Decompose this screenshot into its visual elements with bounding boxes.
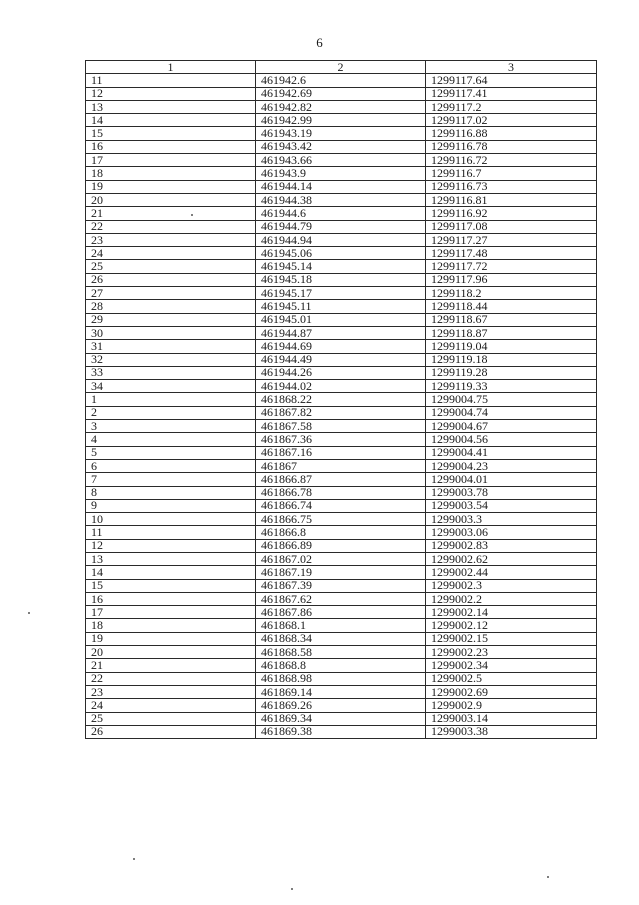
x-coordinate-cell: 461867.19	[256, 566, 426, 579]
table-row	[86, 340, 597, 353]
table-row	[86, 273, 597, 286]
y-coordinate-cell: 1299117.02	[426, 114, 597, 127]
table-row	[86, 167, 597, 180]
y-coordinate-cell: 1299002.9	[426, 699, 597, 712]
x-coordinate-cell: 461944.6	[256, 207, 426, 220]
point-number-cell: 11	[86, 74, 256, 87]
x-coordinate-cell: 461942.69	[256, 87, 426, 100]
y-coordinate-cell: 1299118.2	[426, 287, 597, 300]
table-row	[86, 513, 597, 526]
x-coordinate-cell: 461944.49	[256, 353, 426, 366]
y-coordinate-cell: 1299117.72	[426, 260, 597, 273]
y-coordinate-cell: 1299117.27	[426, 233, 597, 246]
x-coordinate-cell: 461942.6	[256, 74, 426, 87]
y-coordinate-cell: 1299116.81	[426, 193, 597, 206]
column-header-3: 3	[426, 61, 597, 74]
x-coordinate-cell: 461869.26	[256, 699, 426, 712]
table-row	[86, 300, 597, 313]
table-header	[86, 61, 597, 74]
x-coordinate-cell: 461945.11	[256, 300, 426, 313]
table-row	[86, 552, 597, 565]
table-row	[86, 539, 597, 552]
point-number-cell: 18	[86, 619, 256, 632]
y-coordinate-cell: 1299119.33	[426, 380, 597, 393]
x-coordinate-cell: 461942.82	[256, 100, 426, 113]
point-number-cell: 20	[86, 646, 256, 659]
table-row	[86, 619, 597, 632]
y-coordinate-cell: 1299116.78	[426, 140, 597, 153]
table-row	[86, 592, 597, 605]
y-coordinate-cell: 1299002.69	[426, 685, 597, 698]
point-number-cell: 14	[86, 566, 256, 579]
y-coordinate-cell: 1299004.56	[426, 433, 597, 446]
x-coordinate-cell: 461869.14	[256, 685, 426, 698]
point-number-cell: 12	[86, 87, 256, 100]
table-row	[86, 606, 597, 619]
table-row	[86, 632, 597, 645]
x-coordinate-cell: 461945.14	[256, 260, 426, 273]
point-number-cell: 10	[86, 513, 256, 526]
x-coordinate-cell: 461943.9	[256, 167, 426, 180]
y-coordinate-cell: 1299003.78	[426, 486, 597, 499]
x-coordinate-cell: 461944.26	[256, 366, 426, 379]
x-coordinate-cell: 461868.8	[256, 659, 426, 672]
point-number-cell: 5	[86, 446, 256, 459]
y-coordinate-cell: 1299116.73	[426, 180, 597, 193]
point-number-cell: 22	[86, 672, 256, 685]
table-row	[86, 260, 597, 273]
table-row	[86, 712, 597, 725]
point-number-cell: 15	[86, 579, 256, 592]
table-row	[86, 499, 597, 512]
table-row	[86, 579, 597, 592]
y-coordinate-cell: 1299117.64	[426, 74, 597, 87]
table-row	[86, 486, 597, 499]
table-row	[86, 380, 597, 393]
point-number-cell: 9	[86, 499, 256, 512]
table-row	[86, 233, 597, 246]
x-coordinate-cell: 461866.89	[256, 539, 426, 552]
scan-speck	[133, 858, 135, 860]
point-number-cell: 24	[86, 247, 256, 260]
table-row	[86, 114, 597, 127]
point-number-cell: 30	[86, 326, 256, 339]
y-coordinate-cell: 1299004.75	[426, 393, 597, 406]
x-coordinate-cell: 461867.86	[256, 606, 426, 619]
point-number-cell: 11	[86, 526, 256, 539]
point-number-cell: 18	[86, 167, 256, 180]
x-coordinate-cell: 461944.14	[256, 180, 426, 193]
table-row	[86, 87, 597, 100]
point-number-cell: 2	[86, 406, 256, 419]
point-number-cell: 23	[86, 685, 256, 698]
x-coordinate-cell: 461869.34	[256, 712, 426, 725]
table-row	[86, 154, 597, 167]
point-number-cell: 1	[86, 393, 256, 406]
scan-speck	[28, 612, 30, 614]
x-coordinate-cell: 461944.38	[256, 193, 426, 206]
point-number-cell: 19	[86, 180, 256, 193]
y-coordinate-cell: 1299003.3	[426, 513, 597, 526]
x-coordinate-cell: 461866.78	[256, 486, 426, 499]
y-coordinate-cell: 1299003.14	[426, 712, 597, 725]
y-coordinate-cell: 1299116.72	[426, 154, 597, 167]
y-coordinate-cell: 1299002.3	[426, 579, 597, 592]
y-coordinate-cell: 1299003.54	[426, 499, 597, 512]
x-coordinate-cell: 461866.8	[256, 526, 426, 539]
table-row	[86, 659, 597, 672]
y-coordinate-cell: 1299116.88	[426, 127, 597, 140]
x-coordinate-cell: 461943.42	[256, 140, 426, 153]
x-coordinate-cell: 461868.1	[256, 619, 426, 632]
y-coordinate-cell: 1299002.83	[426, 539, 597, 552]
table-row	[86, 672, 597, 685]
table-row	[86, 100, 597, 113]
point-number-cell: 24	[86, 699, 256, 712]
y-coordinate-cell: 1299116.92	[426, 207, 597, 220]
point-number-cell: 7	[86, 473, 256, 486]
table-row	[86, 247, 597, 260]
y-coordinate-cell: 1299119.04	[426, 340, 597, 353]
y-coordinate-cell: 1299002.15	[426, 632, 597, 645]
table-row	[86, 393, 597, 406]
point-number-cell: 33	[86, 366, 256, 379]
y-coordinate-cell: 1299117.41	[426, 87, 597, 100]
table-row	[86, 287, 597, 300]
x-coordinate-cell: 461945.06	[256, 247, 426, 260]
scan-speck	[291, 888, 293, 890]
y-coordinate-cell: 1299118.67	[426, 313, 597, 326]
x-coordinate-cell: 461943.66	[256, 154, 426, 167]
scan-speck	[547, 876, 549, 878]
table-row	[86, 725, 597, 738]
point-number-cell: 17	[86, 154, 256, 167]
point-number-cell: 19	[86, 632, 256, 645]
x-coordinate-cell: 461868.22	[256, 393, 426, 406]
x-coordinate-cell: 461945.17	[256, 287, 426, 300]
x-coordinate-cell: 461866.87	[256, 473, 426, 486]
x-coordinate-cell: 461867.02	[256, 552, 426, 565]
table-row	[86, 207, 597, 220]
point-number-cell: 16	[86, 592, 256, 605]
x-coordinate-cell: 461867.36	[256, 433, 426, 446]
column-header-2: 2	[256, 61, 426, 74]
point-number-cell: 26	[86, 725, 256, 738]
x-coordinate-cell: 461945.18	[256, 273, 426, 286]
y-coordinate-cell: 1299004.01	[426, 473, 597, 486]
x-coordinate-cell: 461867	[256, 459, 426, 472]
point-number-cell: 21	[86, 207, 256, 220]
y-coordinate-cell: 1299119.28	[426, 366, 597, 379]
y-coordinate-cell: 1299002.44	[426, 566, 597, 579]
y-coordinate-cell: 1299002.14	[426, 606, 597, 619]
x-coordinate-cell: 461944.69	[256, 340, 426, 353]
table-row	[86, 140, 597, 153]
x-coordinate-cell: 461867.62	[256, 592, 426, 605]
table-row	[86, 646, 597, 659]
y-coordinate-cell: 1299002.34	[426, 659, 597, 672]
x-coordinate-cell: 461868.58	[256, 646, 426, 659]
point-number-cell: 32	[86, 353, 256, 366]
x-coordinate-cell: 461867.16	[256, 446, 426, 459]
point-number-cell: 12	[86, 539, 256, 552]
y-coordinate-cell: 1299004.41	[426, 446, 597, 459]
x-coordinate-cell: 461942.99	[256, 114, 426, 127]
point-number-cell: 15	[86, 127, 256, 140]
table-row	[86, 366, 597, 379]
y-coordinate-cell: 1299119.18	[426, 353, 597, 366]
x-coordinate-cell: 461944.87	[256, 326, 426, 339]
table-row	[86, 685, 597, 698]
x-coordinate-cell: 461866.74	[256, 499, 426, 512]
table-row	[86, 127, 597, 140]
table-row	[86, 406, 597, 419]
point-number-cell: 8	[86, 486, 256, 499]
table-row	[86, 566, 597, 579]
y-coordinate-cell: 1299002.12	[426, 619, 597, 632]
table-row	[86, 220, 597, 233]
point-number-cell: 25	[86, 260, 256, 273]
point-number-cell: 26	[86, 273, 256, 286]
x-coordinate-cell: 461868.34	[256, 632, 426, 645]
y-coordinate-cell: 1299002.62	[426, 552, 597, 565]
y-coordinate-cell: 1299003.38	[426, 725, 597, 738]
point-number-cell: 25	[86, 712, 256, 725]
table-row	[86, 313, 597, 326]
point-number-cell: 4	[86, 433, 256, 446]
y-coordinate-cell: 1299118.87	[426, 326, 597, 339]
table-row	[86, 473, 597, 486]
table-row	[86, 180, 597, 193]
y-coordinate-cell: 1299116.7	[426, 167, 597, 180]
point-number-cell: 27	[86, 287, 256, 300]
table-row	[86, 446, 597, 459]
x-coordinate-cell: 461945.01	[256, 313, 426, 326]
table-row	[86, 74, 597, 87]
table-row	[86, 353, 597, 366]
y-coordinate-cell: 1299117.08	[426, 220, 597, 233]
y-coordinate-cell: 1299003.06	[426, 526, 597, 539]
point-number-cell: 6	[86, 459, 256, 472]
coordinates-table	[85, 60, 597, 739]
table-row	[86, 326, 597, 339]
y-coordinate-cell: 1299118.44	[426, 300, 597, 313]
x-coordinate-cell: 461867.82	[256, 406, 426, 419]
table-row	[86, 433, 597, 446]
x-coordinate-cell: 461868.98	[256, 672, 426, 685]
point-number-cell: 14	[86, 114, 256, 127]
y-coordinate-cell: 1299004.23	[426, 459, 597, 472]
point-number-cell: 20	[86, 193, 256, 206]
y-coordinate-cell: 1299117.48	[426, 247, 597, 260]
x-coordinate-cell: 461944.79	[256, 220, 426, 233]
y-coordinate-cell: 1299117.96	[426, 273, 597, 286]
point-number-cell: 13	[86, 100, 256, 113]
y-coordinate-cell: 1299002.23	[426, 646, 597, 659]
page-number: 6	[316, 35, 323, 50]
point-number-cell: 3	[86, 420, 256, 433]
scan-speck	[191, 214, 193, 216]
table-body	[86, 74, 597, 739]
table-row	[86, 459, 597, 472]
y-coordinate-cell: 1299002.5	[426, 672, 597, 685]
point-number-cell: 23	[86, 233, 256, 246]
x-coordinate-cell: 461944.02	[256, 380, 426, 393]
point-number-cell: 21	[86, 659, 256, 672]
y-coordinate-cell: 1299117.2	[426, 100, 597, 113]
point-number-cell: 17	[86, 606, 256, 619]
y-coordinate-cell: 1299002.2	[426, 592, 597, 605]
point-number-cell: 31	[86, 340, 256, 353]
y-coordinate-cell: 1299004.74	[426, 406, 597, 419]
point-number-cell: 34	[86, 380, 256, 393]
point-number-cell: 16	[86, 140, 256, 153]
point-number-cell: 29	[86, 313, 256, 326]
table-row	[86, 420, 597, 433]
table-row	[86, 526, 597, 539]
x-coordinate-cell: 461944.94	[256, 233, 426, 246]
table-row	[86, 193, 597, 206]
table-row	[86, 699, 597, 712]
x-coordinate-cell: 461943.19	[256, 127, 426, 140]
x-coordinate-cell: 461869.38	[256, 725, 426, 738]
point-number-cell: 13	[86, 552, 256, 565]
column-header-1: 1	[86, 61, 256, 74]
point-number-cell: 22	[86, 220, 256, 233]
x-coordinate-cell: 461867.58	[256, 420, 426, 433]
header-row	[86, 61, 597, 74]
x-coordinate-cell: 461866.75	[256, 513, 426, 526]
point-number-cell: 28	[86, 300, 256, 313]
x-coordinate-cell: 461867.39	[256, 579, 426, 592]
y-coordinate-cell: 1299004.67	[426, 420, 597, 433]
